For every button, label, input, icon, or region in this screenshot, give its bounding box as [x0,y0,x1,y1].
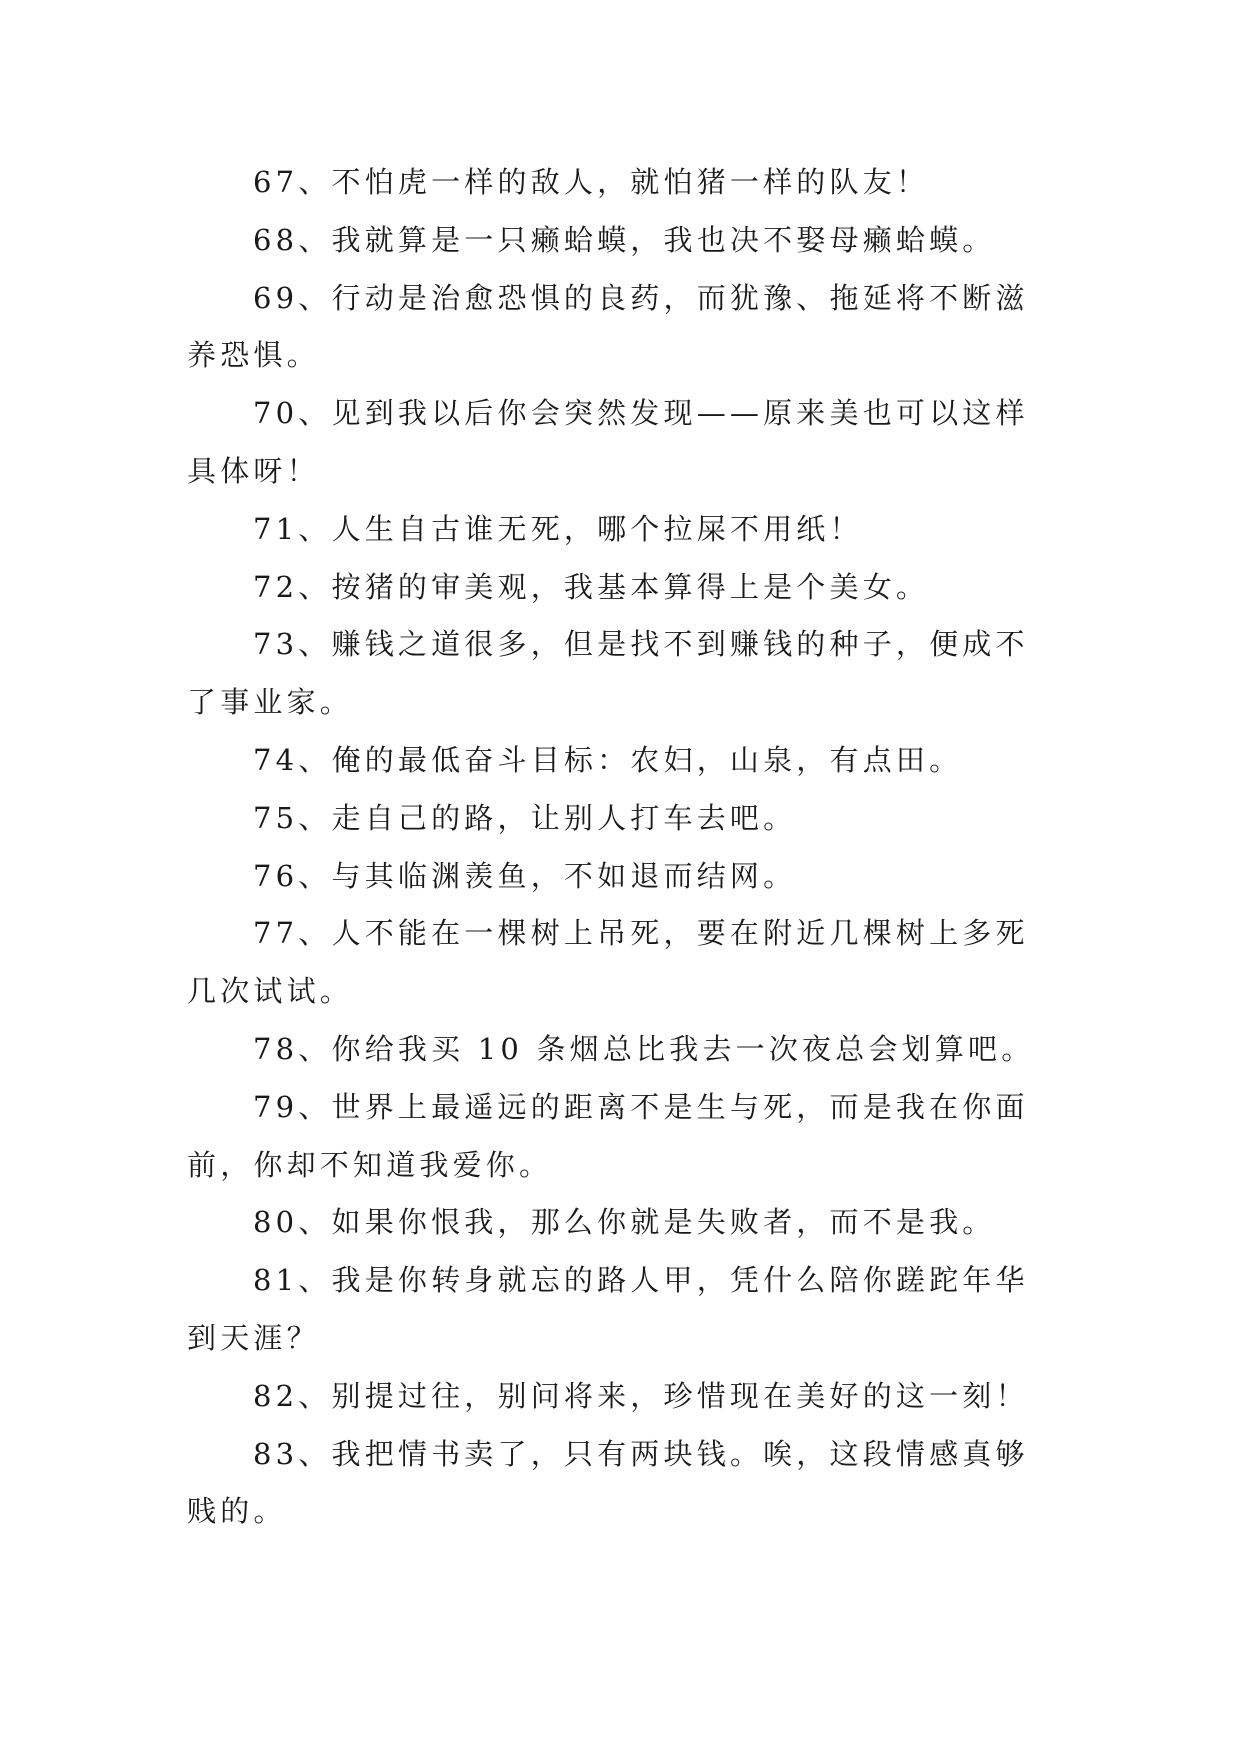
quote-paragraph-72: 72、按猪的审美观，我基本算得上是个美女。 [253,569,930,604]
quote-paragraph-83: 83、我把情书卖了，只有两块钱。唉，这段情感真够贱的。 [187,1436,1029,1529]
quote-paragraph-80: 80、如果你恨我，那么你就是失败者，而不是我。 [253,1205,996,1240]
quote-paragraph-71: 71、人生自古谁无死，哪个拉屎不用纸！ [253,511,863,546]
quote-paragraph-73: 73、赚钱之道很多，但是找不到赚钱的种子，便成不了事业家。 [187,627,1029,720]
quote-paragraph-70: 70、见到我以后你会突然发现——原来美也可以这样具体呀！ [187,396,1029,488]
quote-paragraph-76: 76、与其临渊羡鱼，不如退而结网。 [253,858,797,893]
quote-paragraph-77: 77、人不能在一棵树上吊死，要在附近几棵树上多死几次试试。 [187,916,1029,1009]
document-body [187,154,1053,1541]
quote-paragraph-78: 78、你给我买 10 条烟总比我去一次夜总会划算吧。 [253,1031,1035,1066]
quote-paragraph-67: 67、不怕虎一样的敌人，就怕猪一样的队友！ [253,165,930,199]
quote-paragraph-81: 81、我是你转身就忘的路人甲，凭什么陪你蹉跎年华到天涯？ [187,1263,1029,1355]
quote-paragraph-69: 69、行动是治愈恐惧的良药，而犹豫、拖延将不断滋养恐惧。 [187,280,1029,373]
quote-paragraph-68: 68、我就算是一只癞蛤蟆，我也决不娶母癞蛤蟆。 [253,222,996,257]
quote-paragraph-79: 79、世界上最遥远的距离不是生与死，而是我在你面前，你却不知道我爱你。 [187,1089,1029,1182]
quote-paragraph-75: 75、走自己的路，让别人打车去吧。 [253,800,797,835]
quote-paragraph-74: 74、俺的最低奋斗目标：农妇，山泉，有点田。 [253,742,963,777]
quote-paragraph-82: 82、别提过往，别问将来，珍惜现在美好的这一刻！ [253,1378,1029,1413]
